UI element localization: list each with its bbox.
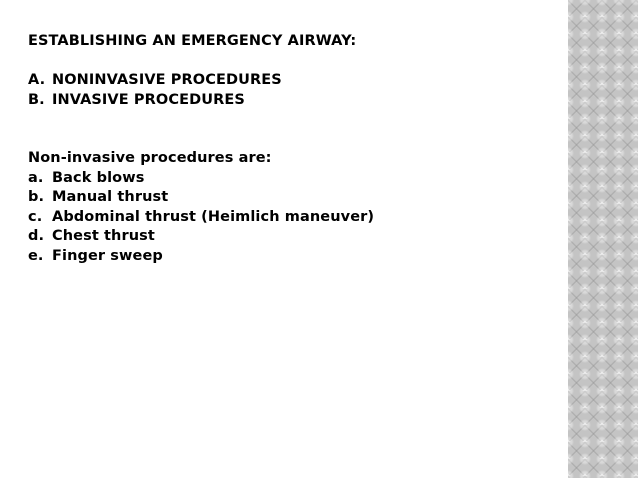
category-marker: A.	[28, 72, 46, 88]
slide-heading: ESTABLISHING AN EMERGENCY AIRWAY:	[28, 33, 357, 49]
procedure-marker: c.	[28, 208, 43, 225]
procedure-item-back-blows	[28, 169, 548, 189]
procedure-label: Chest thrust	[52, 228, 155, 244]
slide-content	[28, 32, 548, 266]
spacer	[28, 110, 548, 149]
procedure-label: Finger sweep	[52, 247, 163, 264]
category-item-invasive	[28, 91, 548, 111]
procedure-marker: e.	[28, 247, 44, 264]
category-item-noninvasive	[28, 71, 548, 91]
category-label: NONINVASIVE PROCEDURES	[52, 72, 282, 88]
procedure-item-chest-thrust	[28, 227, 548, 247]
category-label: INVASIVE PROCEDURES	[52, 91, 245, 108]
procedure-item-finger-sweep	[28, 247, 548, 267]
category-marker: B.	[28, 91, 45, 108]
procedure-marker: b.	[28, 189, 45, 205]
spacer	[28, 52, 548, 72]
procedure-item-manual-thrust	[28, 188, 548, 208]
procedure-label: Manual thrust	[52, 189, 169, 205]
procedure-item-abdominal-thrust	[28, 208, 548, 228]
procedure-label: Abdominal thrust (Heimlich maneuver)	[52, 208, 375, 225]
procedure-marker: a.	[28, 169, 44, 186]
decorative-pattern-sidebar	[568, 0, 638, 478]
procedure-label: Back blows	[52, 169, 145, 186]
procedures-subheading: Non-invasive procedures are:	[28, 150, 272, 166]
procedure-marker: d.	[28, 228, 45, 244]
